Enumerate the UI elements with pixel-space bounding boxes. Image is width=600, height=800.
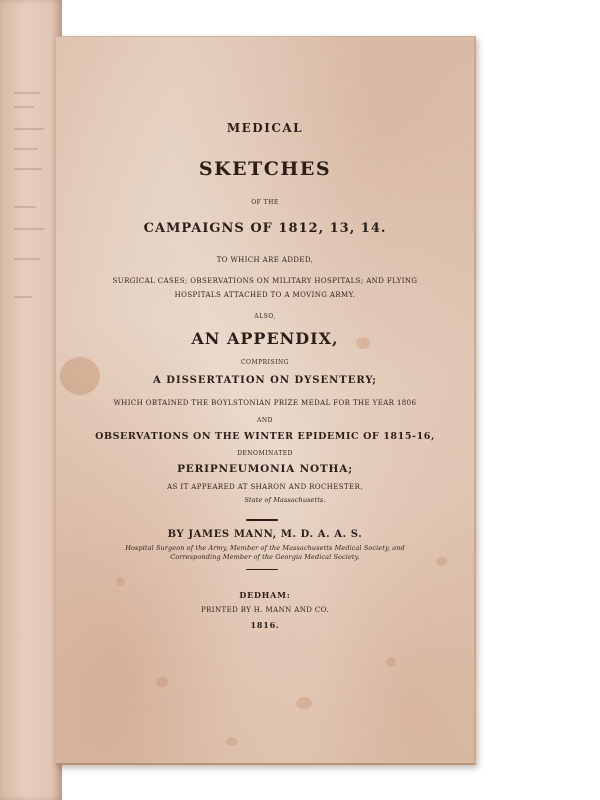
surgical-line-1: SURGICAL CASES; OBSERVATIONS ON MILITARY HOSPITALS; AND FLYING: [112, 277, 418, 285]
bleed-through-text: [14, 228, 44, 230]
previous-leaf-edge: [0, 0, 62, 800]
bleed-through-text: [14, 296, 32, 298]
denominated-line: DENOMINATED: [237, 450, 293, 457]
bleed-through-text: [14, 148, 38, 150]
prize-line: WHICH OBTAINED THE BOYLSTONIAN PRIZE MEDAL FOR THE YEAR 1806: [113, 399, 417, 407]
comprising-line: COMPRISING: [240, 359, 290, 366]
bleed-through-text: [14, 206, 36, 208]
title-page: [56, 36, 476, 765]
peripneumonia-line: PERIPNEUMONIA NOTHA;: [177, 463, 353, 475]
imprint-year: 1816.: [250, 620, 280, 630]
dissertation-line: A DISSERTATION ON DYSENTERY;: [153, 375, 377, 386]
and-line: AND: [257, 417, 273, 424]
bleed-through-text: [14, 92, 40, 94]
author-description-2: Corresponding Member of the Georgia Medical Society.: [170, 553, 360, 561]
of-the: OF THE: [251, 199, 279, 206]
author-line: BY JAMES MANN, M. D. A. A. S.: [167, 529, 363, 540]
to-which-added: TO WHICH ARE ADDED,: [216, 256, 314, 264]
surgical-line-2: HOSPITALS ATTACHED TO A MOVING ARMY.: [174, 291, 356, 299]
imprint-place: DEDHAM:: [239, 590, 291, 600]
appendix-line: AN APPENDIX,: [191, 329, 339, 348]
bleed-through-text: [14, 106, 34, 108]
state-line: State of Massachusetts.: [244, 496, 326, 504]
rule-upper: [246, 519, 278, 521]
observations-line: OBSERVATIONS ON THE WINTER EPIDEMIC OF 1815-16,: [95, 431, 435, 442]
author-description-1: Hospital Surgeon of the Army, Member of the Massachusetts Medical Society, and: [125, 544, 405, 552]
bleed-through-text: [14, 168, 42, 170]
campaigns-line: CAMPAIGNS OF 1812, 13, 14.: [143, 221, 387, 236]
bleed-through-text: [14, 258, 40, 260]
also-line: ALSO,: [254, 313, 276, 320]
rule-lower: [246, 569, 278, 570]
title-page-text: [56, 37, 474, 763]
imprint-printer: PRINTED BY H. MANN AND CO.: [201, 606, 329, 614]
title-line-1: MEDICAL: [226, 121, 304, 135]
title-line-2: SKETCHES: [198, 158, 332, 180]
as-appeared-line: AS IT APPEARED AT SHARON AND ROCHESTER,: [167, 483, 363, 491]
bleed-through-text: [14, 128, 44, 130]
